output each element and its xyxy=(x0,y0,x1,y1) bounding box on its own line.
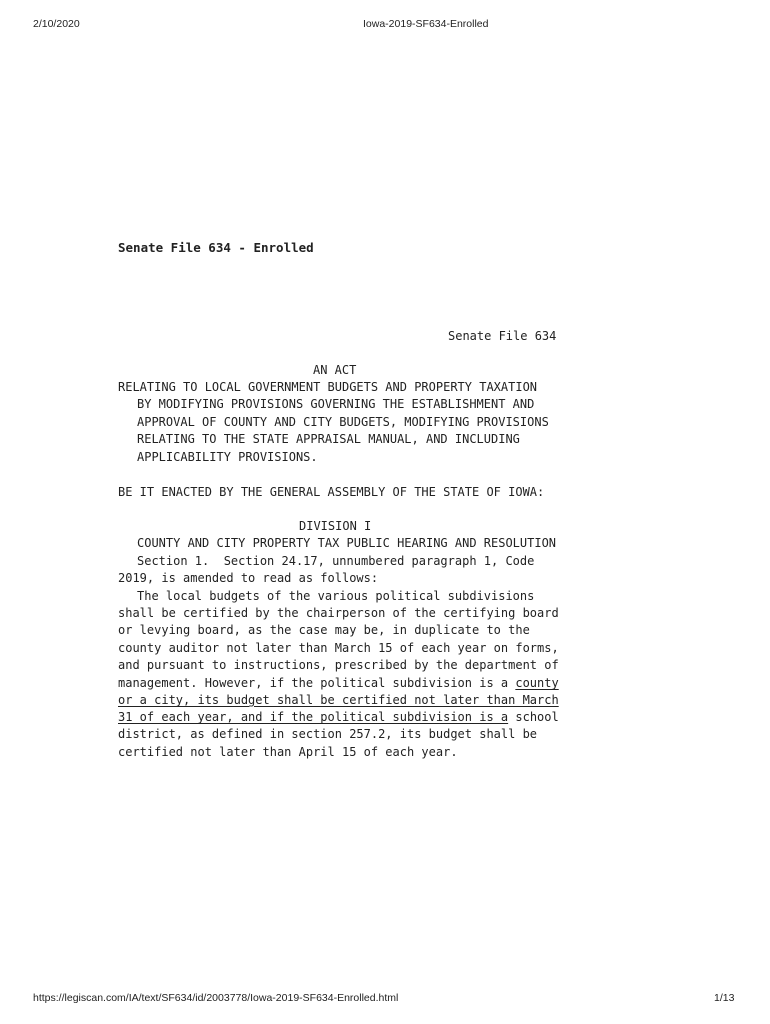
caption-line: APPROVAL OF COUNTY AND CITY BUDGETS, MODIFYING PROVISIONS xyxy=(137,415,549,429)
caption-line: BY MODIFYING PROVISIONS GOVERNING THE ESTABLISHMENT AND xyxy=(137,397,535,411)
act-label: AN ACT xyxy=(313,363,357,377)
body-line: certified not later than April 15 of each year. xyxy=(118,745,458,759)
section-line: Section 1. Section 24.17, unnumbered paragraph 1, Code xyxy=(137,554,535,568)
inserted-text: or a city, its budget shall be certified not later than March xyxy=(118,693,559,707)
body-line xyxy=(118,710,559,724)
file-label: Senate File 634 xyxy=(448,329,557,343)
bill-heading: Senate File 634 - Enrolled xyxy=(118,240,314,255)
body-line: county auditor not later than March 15 of each year on forms, xyxy=(118,641,559,655)
body-line: The local budgets of the various political subdivisions xyxy=(137,589,535,603)
enacting-clause: BE IT ENACTED BY THE GENERAL ASSEMBLY OF THE STATE OF IOWA: xyxy=(118,485,545,499)
caption-line: APPLICABILITY PROVISIONS. xyxy=(137,450,318,464)
body-text: school xyxy=(508,710,559,724)
print-url: https://legiscan.com/IA/text/SF634/id/2003778/Iowa-2019-SF634-Enrolled.html xyxy=(33,992,399,1004)
inserted-text: 31 of each year, and if the political subdivision is a xyxy=(118,710,509,724)
section-line: 2019, is amended to read as follows: xyxy=(118,571,379,585)
print-doc-name: Iowa-2019-SF634-Enrolled xyxy=(363,18,489,30)
body-line: or levying board, as the case may be, in duplicate to the xyxy=(118,623,530,637)
division-number: DIVISION I xyxy=(299,519,372,533)
page-number: 1/13 xyxy=(714,992,735,1004)
inserted-text: county xyxy=(515,676,559,690)
body-line: shall be certified by the chairperson of the certifying board xyxy=(118,606,559,620)
body-line: and pursuant to instructions, prescribed by the department of xyxy=(118,658,559,672)
caption-line: RELATING TO LOCAL GOVERNMENT BUDGETS AND PROPERTY TAXATION xyxy=(118,380,538,394)
body-line: district, as defined in section 257.2, its budget shall be xyxy=(118,727,538,741)
caption-line: RELATING TO THE STATE APPRAISAL MANUAL, AND INCLUDING xyxy=(137,432,520,446)
division-title: COUNTY AND CITY PROPERTY TAX PUBLIC HEARING AND RESOLUTION xyxy=(137,536,557,550)
body-line xyxy=(118,676,559,690)
body-text: management. However, if the political subdivision is a xyxy=(118,676,516,690)
print-date: 2/10/2020 xyxy=(33,18,80,30)
